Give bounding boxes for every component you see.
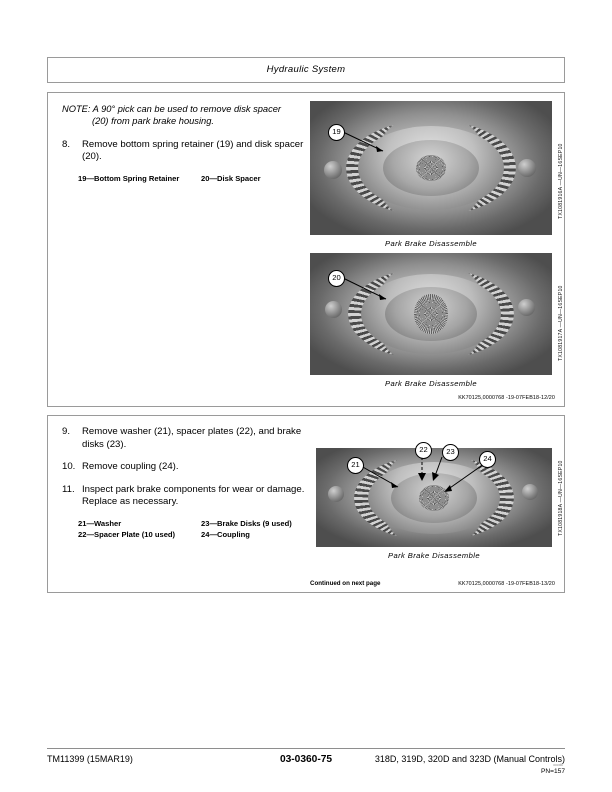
- section-2-legend: [62, 519, 324, 540]
- figure-3-side-code: TX1081918A —UN—16SEP10: [558, 460, 564, 536]
- page-title: Hydraulic System: [266, 64, 346, 75]
- figure-2: [310, 253, 564, 388]
- step-8: [62, 139, 324, 164]
- footer-manual-number: TM11399 (15MAR19): [47, 754, 133, 764]
- legend-value: Washer: [94, 518, 122, 528]
- step-10-number: 10.: [62, 461, 76, 473]
- step-9-number: 9.: [62, 426, 71, 437]
- callout-20: 20: [328, 270, 345, 287]
- figure-1-leader-lines: [310, 101, 552, 235]
- figure-1-side-code: TX1081916A —UN—16SEP10: [558, 143, 564, 219]
- section-1-reference-code: KK70125,0000768 -19-07FEB18-12/20: [458, 395, 555, 401]
- legend-key: 24—: [201, 529, 218, 539]
- page-footer: [47, 754, 565, 784]
- step-11-number: 11.: [62, 483, 75, 495]
- continued-on-next-page: Continued on next page: [310, 580, 381, 587]
- step-11-text: Inspect park brake components for wear or damage. Replace as necessary.: [82, 483, 305, 508]
- section-2-reference-code: KK70125,0000768 -19-07FEB18-13/20: [458, 581, 555, 587]
- legend-row: [78, 530, 324, 541]
- figure-1-photo: [310, 101, 552, 235]
- callout-22: 22: [415, 442, 432, 459]
- footer-watermark: cccdk: [553, 763, 563, 767]
- legend-value: Brake Disks (9 used): [217, 518, 292, 528]
- callout-24: 24: [479, 451, 496, 468]
- legend-item-19: [78, 174, 201, 185]
- step-11: [62, 484, 324, 509]
- legend-item-23: [201, 519, 324, 530]
- legend-row: [78, 519, 324, 530]
- section-1-legend: [62, 174, 324, 185]
- step-8-number: 8.: [62, 138, 71, 150]
- legend-key: 19—: [78, 174, 95, 183]
- figure-2-leader-lines: [310, 253, 552, 375]
- figure-3-caption: Park Brake Disassemble: [388, 551, 480, 560]
- legend-item-21: [78, 519, 201, 530]
- legend-key: 23—: [201, 518, 218, 528]
- legend-item-22: [78, 530, 201, 541]
- section-1-text-column: [62, 103, 324, 185]
- legend-value: Spacer Plate (10 used): [94, 529, 176, 539]
- step-10: [62, 461, 324, 474]
- legend-key: 20—: [201, 174, 218, 183]
- page-header: [47, 57, 565, 83]
- footer-page-number: PN=157: [540, 768, 565, 775]
- figure-2-photo: [310, 253, 552, 375]
- figure-3: [316, 424, 564, 560]
- figure-2-side-code: TX1081917A —UN—16SEP10: [558, 285, 564, 361]
- section-2-text-column: [62, 426, 324, 540]
- legend-row: [78, 174, 324, 185]
- legend-key: 21—: [78, 518, 95, 528]
- step-9: [62, 426, 324, 451]
- callout-23: 23: [442, 444, 459, 461]
- legend-value: Disk Spacer: [217, 174, 261, 183]
- note-line-1: NOTE: A 90° pick can be used to remove disk spacer: [62, 104, 282, 114]
- figure-3-leader-lines: [316, 424, 552, 547]
- figure-2-caption: Park Brake Disassemble: [385, 379, 477, 388]
- callout-19: 19: [328, 124, 345, 141]
- legend-value: Bottom Spring Retainer: [94, 174, 180, 183]
- legend-item-20: [201, 174, 324, 185]
- legend-item-24: [201, 530, 324, 541]
- footer-divider: [47, 748, 565, 749]
- step-10-text: Remove coupling (24).: [82, 461, 179, 473]
- figure-1-caption: Park Brake Disassemble: [385, 239, 477, 248]
- step-8-text: Remove bottom spring retainer (19) and disk spacer (20).: [82, 138, 304, 163]
- note-block: [62, 103, 324, 128]
- callout-21: 21: [347, 457, 364, 474]
- figure-3-photo: [316, 424, 552, 547]
- legend-key: 22—: [78, 529, 95, 539]
- footer-model-list: 318D, 319D, 320D and 323D (Manual Controls): [374, 754, 565, 764]
- content-box-section-2: [47, 415, 565, 593]
- content-box-section-1: [47, 92, 565, 407]
- note-line-2: (20) from park brake housing.: [92, 116, 214, 127]
- step-9-text: Remove washer (21), spacer plates (22), and brake disks (23).: [82, 426, 302, 450]
- legend-value: Coupling: [217, 529, 250, 539]
- figure-1: [310, 101, 564, 248]
- footer-section-number: 03-0360-75: [279, 754, 333, 765]
